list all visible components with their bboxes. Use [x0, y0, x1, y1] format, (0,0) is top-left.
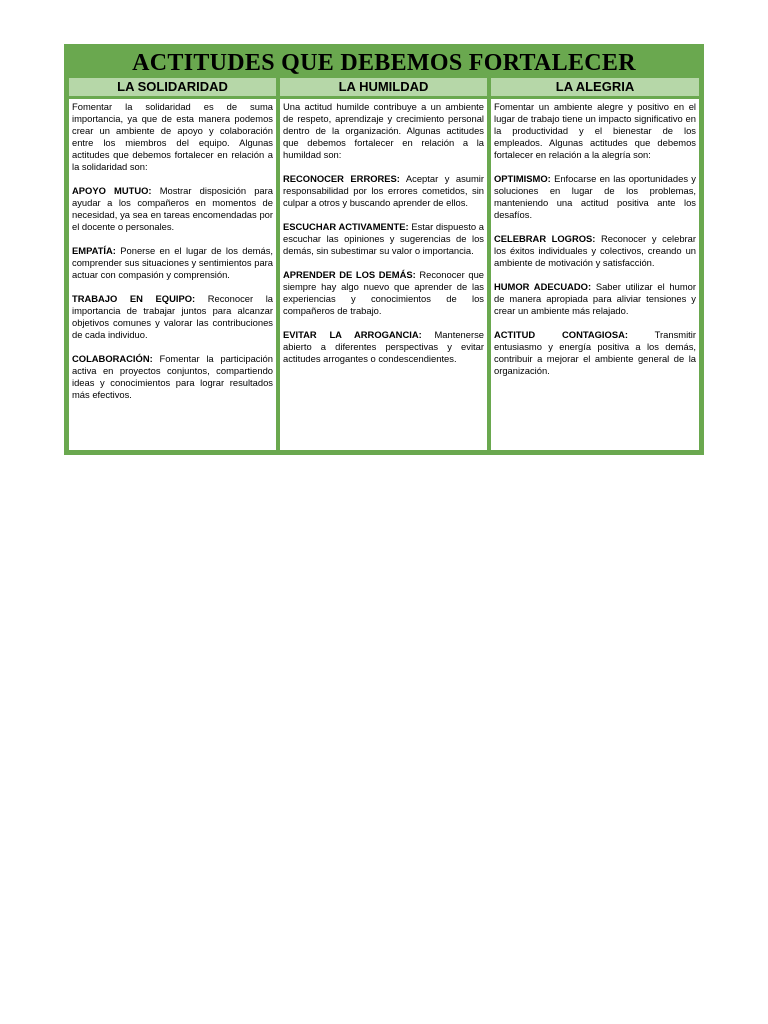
attitude-item: [72, 353, 273, 401]
attitude-description: Reconocer la importancia de trabajar juntos para alcanzar objetivos comunes y valorar las contribuciones de cada individuo.: [72, 293, 274, 340]
attitude-item: [72, 185, 273, 233]
attitude-term: EVITAR LA ARROGANCIA:: [283, 329, 422, 340]
attitude-item: [283, 173, 484, 209]
attitude-item: [494, 329, 696, 377]
attitude-item: [72, 293, 273, 341]
attitude-term: HUMOR ADECUADO:: [494, 281, 592, 292]
attitude-description: Aceptar y asumir responsabilidad por los errores cometidos, sin culpar a otros y buscando aprender de ellos.: [283, 173, 484, 208]
attitude-item: [494, 173, 696, 221]
attitude-description: Mostrar disposición para ayudar a los compañeros en momentos de necesidad, ya sea en tareas encomendadas por el docente o personales.: [72, 185, 273, 232]
attitude-term: EMPATÍA:: [72, 245, 116, 256]
attitude-item: [494, 233, 696, 269]
attitude-item: [283, 221, 484, 257]
attitude-term: ESCUCHAR ACTIVAMENTE:: [283, 221, 409, 232]
column-heading-solidaridad: LA SOLIDARIDAD: [69, 78, 276, 96]
column-heading-humildad: LA HUMILDAD: [280, 78, 487, 96]
column-body-alegria: [491, 99, 699, 450]
attitude-description: Enfocarse en las oportunidades y soluciones en lugar de los problemas, manteniendo una actitud positiva ante los desafíos.: [494, 173, 696, 220]
attitude-description: Mantenerse abierto a diferentes perspectivas y evitar actitudes arrogantes o condescendientes.: [283, 329, 484, 364]
column-heading-alegria: LA ALEGRIA: [491, 78, 699, 96]
attitude-description: Fomentar la participación activa en proyectos conjuntos, compartiendo ideas y conocimientos para lograr resultados más efectivos.: [72, 353, 273, 400]
attitude-term: CELEBRAR LOGROS:: [494, 233, 596, 244]
table-title: ACTITUDES QUE DEBEMOS FORTALECER: [132, 50, 636, 76]
attitude-term: COLABORACIÓN:: [72, 353, 153, 364]
attitude-term: APRENDER DE LOS DEMÁS:: [283, 269, 416, 280]
column-intro: Una actitud humilde contribuye a un ambiente de respeto, aprendizaje y crecimiento personal dentro de la organización. Algunas actitudes que debemos fortalecer en relación a la humildad son:: [283, 101, 484, 160]
attitude-description: Reconocer que siempre hay algo nuevo que aprender de las experiencias y conocimientos de los compañeros de trabajo.: [283, 269, 484, 316]
attitude-item: [283, 329, 484, 365]
attitude-description: Reconocer y celebrar los éxitos individuales y colectivos, creando un ambiente de motivación y satisfacción.: [494, 233, 696, 268]
attitude-term: TRABAJO EN EQUIPO:: [72, 293, 196, 304]
attitude-item: [494, 281, 696, 317]
attitude-term: OPTIMISMO:: [494, 173, 551, 184]
attitude-item: [72, 245, 273, 281]
attitude-description: Ponerse en el lugar de los demás, comprender sus situaciones y sentimientos para actuar con compasión y comprensión.: [72, 245, 273, 280]
attitude-description: Saber utilizar el humor de manera apropiada para aliviar tensiones y crear un ambiente más relajado.: [494, 281, 696, 316]
column-body-solidaridad: [69, 99, 276, 450]
attitude-description: Estar dispuesto a escuchar las opiniones y sugerencias de los demás, sin subestimar su valor o importancia.: [283, 221, 484, 256]
attitude-term: APOYO MUTUO:: [72, 185, 152, 196]
attitude-description: Transmitir entusiasmo y energía positiva a los demás, contribuir a mejorar el ambiente general de la organización.: [494, 329, 696, 376]
attitudes-table: [64, 44, 704, 455]
column-body-humildad: [280, 99, 487, 450]
attitude-term: ACTITUD CONTAGIOSA:: [494, 329, 628, 340]
attitude-item: [283, 269, 484, 317]
attitude-term: RECONOCER ERRORES:: [283, 173, 400, 184]
column-intro: Fomentar la solidaridad es de suma importancia, ya que de esta manera podemos crear un ambiente de apoyo y colaboración entre los miembros del equipo. Algunas actitudes que debemos fortalecer en relación a la solidaridad son:: [72, 101, 273, 172]
column-intro: Fomentar un ambiente alegre y positivo en el lugar de trabajo tiene un impacto significativo en la productividad y el bienestar de los empleados. Algunas actitudes que debemos fortalecer en relación a la alegría son:: [494, 101, 696, 160]
